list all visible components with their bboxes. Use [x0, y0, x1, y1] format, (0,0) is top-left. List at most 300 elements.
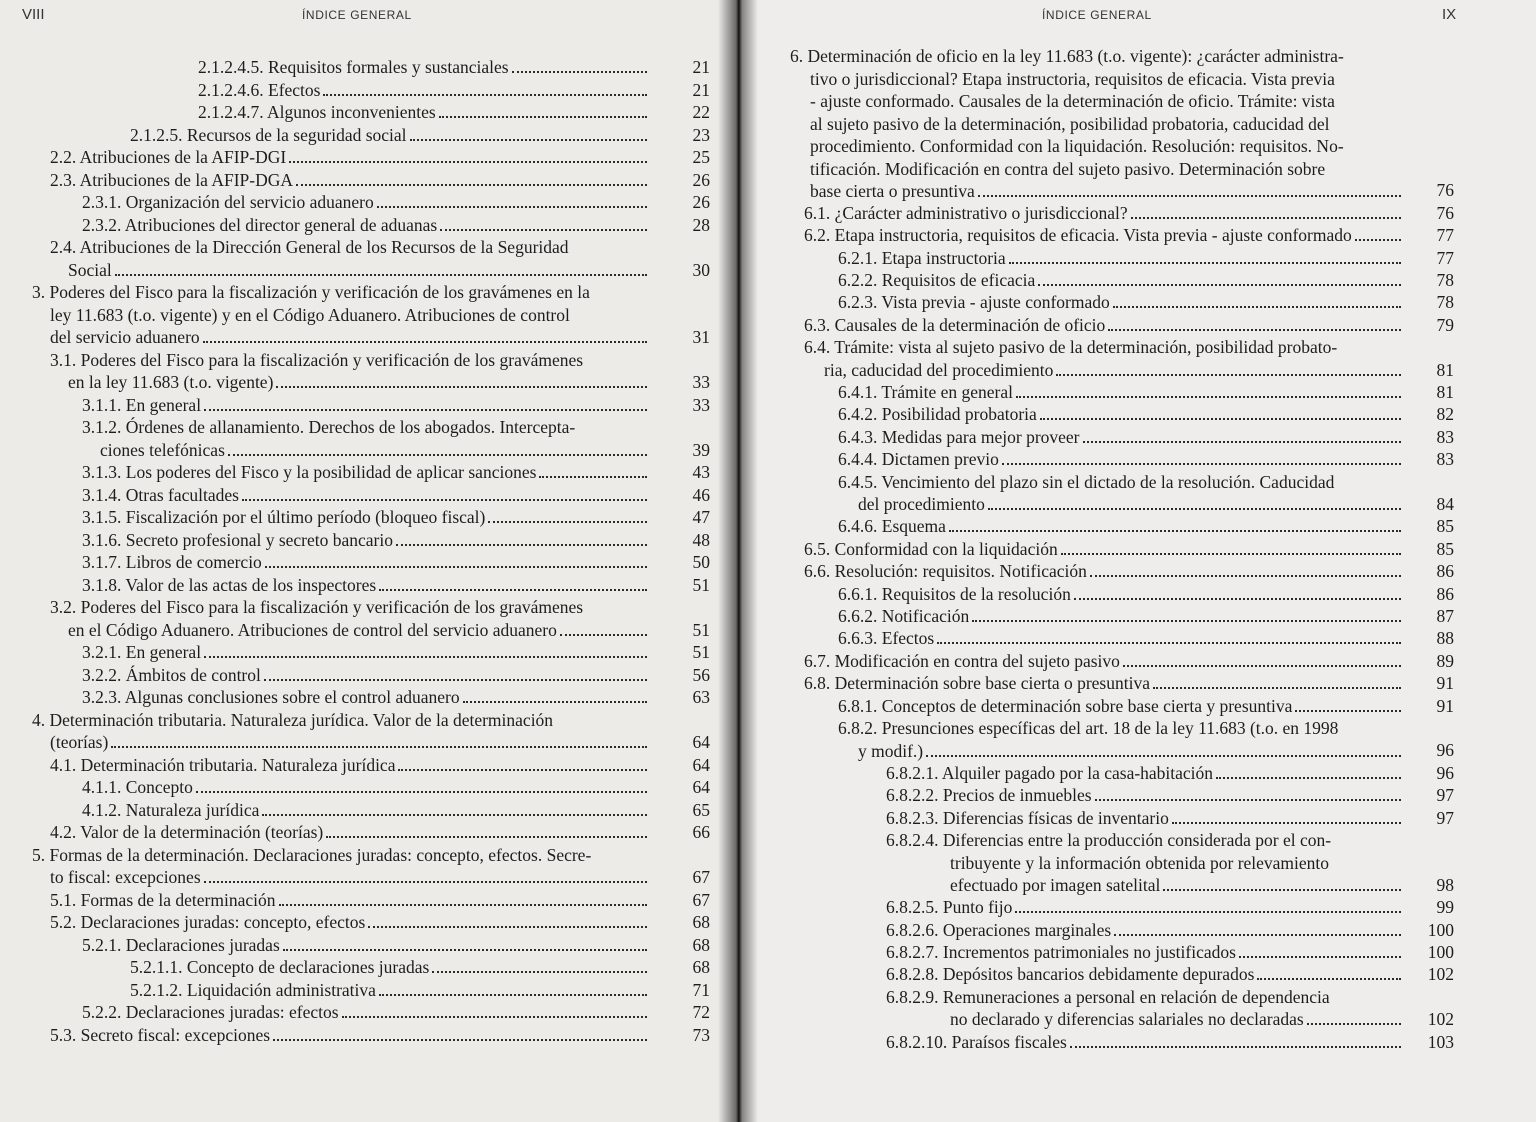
- toc-entry[interactable]: [804, 538, 1404, 561]
- toc-entry-title: tivo o jurisdiccional? Etapa instructoria, requisitos de eficacia. Vista previa: [810, 68, 1335, 89]
- toc-entry[interactable]: [130, 124, 650, 147]
- dot-leader: [1056, 374, 1401, 376]
- toc-entry[interactable]: [82, 551, 650, 574]
- toc-entry-title: procedimiento. Conformidad con la liquidación. Resolución: requisitos. No-: [810, 136, 1344, 156]
- toc-entry-title: 3.1.7. Libros de comercio: [82, 552, 262, 572]
- dot-leader: [439, 116, 647, 118]
- toc-entry-title: del procedimiento: [858, 494, 985, 515]
- dot-leader: [396, 544, 647, 546]
- toc-page-number: 98: [1436, 874, 1454, 895]
- toc-entry-title: 3.1.5. Fiscalización por el último período (bloqueo fiscal): [82, 507, 486, 527]
- toc-entry-title: 6.4.6. Esquema: [838, 516, 946, 537]
- dot-leader: [1002, 463, 1401, 465]
- toc-entry[interactable]: [838, 269, 1404, 292]
- toc-entry-title: 5.2. Declaraciones juradas: concepto, efectos: [50, 912, 366, 932]
- toc-page-number: 81: [1436, 382, 1454, 402]
- toc-entry-title: ciones telefónicas: [100, 439, 225, 460]
- toc-entry-title: 3.2.3. Algunas conclusiones sobre el control aduanero: [82, 687, 460, 707]
- toc-entry-title: 2.1.2.4.7. Algunos inconvenientes: [198, 102, 436, 122]
- toc-entry-title: 6.6. Resolución: requisitos. Notificación: [804, 561, 1087, 582]
- toc-page-number: 47: [692, 507, 710, 527]
- toc-entry[interactable]: [886, 784, 1404, 807]
- dot-leader: [264, 679, 647, 681]
- toc-entry-title: 6. Determinación de oficio en la ley 11.683 (t.o. vigente): ¿carácter administra-: [790, 46, 1344, 66]
- toc-entry[interactable]: [790, 45, 1404, 203]
- toc-page-number: 22: [692, 102, 710, 122]
- toc-entry[interactable]: [838, 471, 1404, 516]
- toc-page-number: 48: [692, 529, 710, 550]
- toc-entry-title: al sujeto pasivo de la determinación, posibilidad probatoria, caducidad del: [810, 113, 1330, 134]
- toc-entry[interactable]: [50, 821, 650, 844]
- toc-entry[interactable]: [838, 381, 1404, 404]
- toc-page-number: 71: [692, 979, 710, 1000]
- toc-entry[interactable]: [804, 650, 1404, 673]
- toc-entry-title: 5.2.1. Declaraciones juradas: [82, 934, 280, 955]
- dot-leader: [1257, 978, 1401, 980]
- toc-page-number: 100: [1427, 919, 1454, 940]
- dot-leader: [463, 701, 647, 703]
- toc-entry[interactable]: [838, 403, 1404, 426]
- toc-page-number: 33: [692, 394, 710, 415]
- toc-page-number: 39: [692, 439, 710, 460]
- toc-entry-title: 5.2.1.1. Concepto de declaraciones juradas: [130, 957, 430, 977]
- toc-page-number: 72: [692, 1002, 710, 1022]
- dot-leader: [1090, 575, 1401, 577]
- toc-page-number: 65: [692, 799, 710, 820]
- toc-entry[interactable]: [838, 605, 1404, 628]
- toc-page-number: 86: [1436, 583, 1454, 604]
- toc-entry[interactable]: [198, 101, 650, 124]
- toc-entry-title: 6.8.2.3. Diferencias físicas de inventario: [886, 807, 1169, 828]
- toc-page-number: 30: [692, 259, 710, 280]
- toc-entry-title: 6.8.2.7. Incrementos patrimoniales no justificados: [886, 942, 1236, 962]
- toc-entry-title: 6.8.2.10. Paraísos fiscales: [886, 1031, 1067, 1052]
- toc-entry-title: 6.5. Conformidad con la liquidación: [804, 538, 1058, 559]
- toc-page-number: 66: [692, 822, 710, 842]
- dot-leader: [926, 755, 1401, 757]
- toc-entry-title: 2.3. Atribuciones de la AFIP-DGA: [50, 169, 294, 190]
- toc-entry-title: 6.4.5. Vencimiento del plazo sin el dictado de la resolución. Caducidad: [838, 471, 1335, 492]
- toc-page-number: 97: [1436, 807, 1454, 828]
- dot-leader: [1040, 418, 1401, 420]
- toc-entry-title: 2.1.2.4.6. Efectos: [198, 79, 321, 100]
- toc-page-number: 64: [692, 754, 710, 775]
- toc-entry[interactable]: [82, 394, 650, 417]
- toc-entry[interactable]: [50, 911, 650, 934]
- toc-entry[interactable]: [130, 956, 650, 979]
- toc-entry[interactable]: [82, 484, 650, 507]
- dot-leader: [488, 521, 647, 523]
- toc-entry-title: 6.6.3. Efectos: [838, 628, 935, 649]
- toc-page-number: 25: [692, 147, 710, 167]
- left-running-head: ÍNDICE GENERAL: [302, 8, 412, 22]
- toc-page-number: 81: [1436, 359, 1454, 380]
- toc-entry[interactable]: [838, 627, 1404, 650]
- toc-entry[interactable]: [32, 844, 650, 889]
- toc-page-number: 68: [692, 957, 710, 977]
- dot-leader: [296, 184, 647, 186]
- toc-entry-title: 6.8.2.6. Operaciones marginales: [886, 919, 1112, 940]
- toc-entry[interactable]: [198, 56, 650, 79]
- toc-entry-title: 6.8.1. Conceptos de determinación sobre base cierta y presuntiva: [838, 695, 1293, 716]
- dot-leader: [273, 1039, 647, 1041]
- toc-entry-title: 2.1.2.4.5. Requisitos formales y sustanciales: [198, 57, 509, 77]
- toc-entry-title: 2.4. Atribuciones de la Dirección General de los Recursos de la Seguridad: [50, 237, 569, 257]
- dot-leader: [228, 454, 647, 456]
- toc-entry[interactable]: [838, 291, 1404, 314]
- dot-leader: [949, 530, 1401, 532]
- toc-entry-title: 5. Formas de la determinación. Declaraciones juradas: concepto, efectos. Secre-: [32, 844, 592, 865]
- toc-page-number: 51: [692, 642, 710, 662]
- dot-leader: [204, 881, 647, 883]
- toc-entry[interactable]: [886, 807, 1404, 830]
- dot-leader: [512, 71, 647, 73]
- dot-leader: [1172, 822, 1401, 824]
- dot-leader: [323, 94, 647, 96]
- toc-page-number: 85: [1436, 516, 1454, 537]
- dot-leader: [1070, 1046, 1401, 1048]
- toc-page-number: 51: [692, 574, 710, 595]
- toc-entry[interactable]: [82, 214, 650, 237]
- dot-leader: [1131, 217, 1401, 219]
- toc-page-number: 51: [692, 619, 710, 640]
- toc-entry-title: 6.7. Modificación en contra del sujeto pasivo: [804, 650, 1120, 671]
- toc-entry[interactable]: [50, 889, 650, 912]
- toc-page-number: 87: [1436, 606, 1454, 626]
- dot-leader: [368, 926, 647, 928]
- toc-entry[interactable]: [838, 717, 1404, 762]
- dot-leader: [1355, 239, 1401, 241]
- dot-leader: [1153, 687, 1401, 689]
- dot-leader: [342, 1016, 647, 1018]
- toc-entry[interactable]: [804, 224, 1404, 247]
- toc-entry[interactable]: [50, 754, 650, 777]
- toc-entry[interactable]: [82, 686, 650, 709]
- toc-entry-title: en la ley 11.683 (t.o. vigente): [68, 372, 274, 392]
- toc-entry[interactable]: [50, 349, 650, 394]
- toc-entry[interactable]: [82, 416, 650, 461]
- toc-entry[interactable]: [50, 236, 650, 281]
- toc-entry[interactable]: [886, 1031, 1404, 1054]
- toc-entry-title: 6.2.1. Etapa instructoria: [838, 247, 1006, 268]
- toc-entry-title: 6.8.2.1. Alquiler pagado por la casa-habitación: [886, 762, 1214, 783]
- toc-entry-title: 6.3. Causales de la determinación de oficio: [804, 314, 1106, 335]
- toc-entry-title: en el Código Aduanero. Atribuciones de control del servicio aduanero: [68, 619, 557, 640]
- toc-entry[interactable]: [32, 709, 650, 754]
- toc-entry[interactable]: [50, 596, 650, 641]
- toc-entry[interactable]: [198, 79, 650, 102]
- toc-entry[interactable]: [838, 515, 1404, 538]
- toc-entry[interactable]: [804, 202, 1404, 225]
- dot-leader: [398, 769, 647, 771]
- toc-entry[interactable]: [82, 1001, 650, 1024]
- toc-page-number: 63: [692, 687, 710, 707]
- toc-entry[interactable]: [50, 146, 650, 169]
- dot-leader: [289, 161, 647, 163]
- toc-page-number: 64: [692, 777, 710, 797]
- toc-entry[interactable]: [82, 191, 650, 214]
- toc-page-number: 68: [692, 912, 710, 932]
- dot-leader: [1163, 889, 1401, 891]
- dot-leader: [379, 994, 647, 996]
- toc-page-number: 99: [1436, 897, 1454, 918]
- toc-entry-title: 3.1. Poderes del Fisco para la fiscalización y verificación de los gravámenes: [50, 349, 584, 370]
- dot-leader: [1108, 329, 1401, 331]
- toc-entry-title: 3.2. Poderes del Fisco para la fiscalización y verificación de los gravámenes: [50, 597, 584, 617]
- dot-leader: [988, 508, 1401, 510]
- toc-page-number: 102: [1427, 1009, 1454, 1030]
- toc-page-number: 96: [1436, 740, 1454, 761]
- toc-page-number: 76: [1436, 202, 1454, 223]
- toc-entry-title: 2.3.2. Atribuciones del director general de aduanas: [82, 214, 438, 235]
- toc-page-number: 43: [692, 462, 710, 482]
- toc-entry[interactable]: [804, 672, 1404, 695]
- toc-entry-title: 6.1. ¿Carácter administrativo o jurisdiccional?: [804, 202, 1128, 223]
- toc-page-number: 23: [692, 124, 710, 145]
- toc-entry[interactable]: [838, 583, 1404, 606]
- dot-leader: [1016, 396, 1401, 398]
- toc-entry-title: to fiscal: excepciones: [50, 867, 201, 887]
- toc-entry[interactable]: [130, 979, 650, 1002]
- toc-entry[interactable]: [82, 934, 650, 957]
- toc-page-number: 46: [692, 484, 710, 505]
- dot-leader: [1307, 1023, 1401, 1025]
- toc-page-number: 84: [1436, 494, 1454, 514]
- toc-entry-title: efectuado por imagen satelital: [950, 875, 1161, 895]
- toc-entry[interactable]: [32, 281, 650, 349]
- right-running-head: ÍNDICE GENERAL: [1042, 8, 1152, 22]
- toc-entry-title: base cierta o presuntiva: [810, 181, 975, 201]
- toc-entry-title: 4.1. Determinación tributaria. Naturaleza jurídica: [50, 754, 396, 775]
- toc-entry-title: 5.3. Secreto fiscal: excepciones: [50, 1024, 271, 1045]
- toc-entry-title: 6.4.1. Trámite en general: [838, 382, 1013, 402]
- toc-page-number: 78: [1436, 270, 1454, 290]
- toc-entry-title: 6.4.3. Medidas para mejor proveer: [838, 426, 1080, 447]
- toc-entry-title: - ajuste conformado. Causales de la determinación de oficio. Trámite: vista: [810, 91, 1335, 111]
- toc-entry[interactable]: [886, 919, 1404, 942]
- left-page: [0, 0, 738, 1122]
- dot-leader: [1114, 934, 1401, 936]
- dot-leader: [978, 195, 1401, 197]
- toc-page-number: 73: [692, 1024, 710, 1045]
- toc-page-number: 83: [1436, 426, 1454, 447]
- toc-page-number: 82: [1436, 404, 1454, 425]
- dot-leader: [440, 229, 647, 231]
- dot-leader: [377, 206, 647, 208]
- toc-entry-title: 6.8.2.2. Precios de inmuebles: [886, 785, 1092, 806]
- toc-entry-title: 3.1.3. Los poderes del Fisco y la posibilidad de aplicar sanciones: [82, 462, 537, 482]
- toc-entry-title: 2.1.2.5. Recursos de la seguridad social: [130, 124, 407, 145]
- toc-page-number: 21: [692, 79, 710, 100]
- dot-leader: [111, 746, 647, 748]
- toc-page-number: 97: [1436, 785, 1454, 806]
- dot-leader: [1113, 306, 1401, 308]
- dot-leader: [432, 971, 647, 973]
- toc-entry-title: 6.8.2.8. Depósitos bancarios debidamente depurados: [886, 964, 1255, 985]
- toc-page-number: 76: [1436, 180, 1454, 201]
- dot-leader: [1123, 665, 1401, 667]
- toc-entry[interactable]: [82, 461, 650, 484]
- left-folio: VIII: [22, 6, 45, 23]
- dot-leader: [115, 274, 647, 276]
- toc-page-number: 102: [1427, 964, 1454, 985]
- dot-leader: [937, 642, 1401, 644]
- toc-entry[interactable]: [82, 664, 650, 687]
- toc-page-number: 83: [1436, 449, 1454, 470]
- dot-leader: [276, 386, 647, 388]
- toc-entry-title: 3.1.6. Secreto profesional y secreto bancario: [82, 529, 393, 550]
- toc-page-number: 77: [1436, 247, 1454, 268]
- toc-page-number: 33: [692, 372, 710, 392]
- toc-entry-title: 6.4.4. Dictamen previo: [838, 449, 999, 470]
- dot-leader: [379, 589, 647, 591]
- toc-entry-title: 3.2.2. Ámbitos de control: [82, 664, 261, 685]
- toc-entry-title: 4.2. Valor de la determinación (teorías): [50, 822, 324, 842]
- toc-page-number: 26: [692, 169, 710, 190]
- dot-leader: [326, 836, 647, 838]
- toc-entry-title: 6.2.3. Vista previa - ajuste conformado: [838, 292, 1110, 313]
- toc-entry-title: (teorías): [50, 732, 109, 752]
- dot-leader: [1095, 799, 1401, 801]
- toc-page-number: 78: [1436, 292, 1454, 313]
- toc-entry[interactable]: [838, 426, 1404, 449]
- toc-entry-title: 4. Determinación tributaria. Naturaleza jurídica. Valor de la determinación: [32, 709, 554, 730]
- toc-page-number: 85: [1436, 538, 1454, 559]
- toc-entry-title: Social: [68, 259, 112, 280]
- toc-entry[interactable]: [82, 574, 650, 597]
- toc-entry-title: no declarado y diferencias salariales no declaradas: [950, 1009, 1304, 1030]
- toc-entry-title: 6.8.2.4. Diferencias entre la producción considerada por el con-: [886, 830, 1332, 850]
- toc-entry[interactable]: [804, 314, 1404, 337]
- dot-leader: [972, 620, 1401, 622]
- toc-entry-title: ley 11.683 (t.o. vigente) y en el Código Aduanero. Atribuciones de control: [50, 304, 570, 325]
- toc-page-number: 21: [692, 57, 710, 77]
- toc-entry-title: 3.2.1. En general: [82, 642, 202, 662]
- right-page: [742, 0, 1536, 1122]
- toc-page-number: 100: [1427, 942, 1454, 962]
- dot-leader: [204, 656, 647, 658]
- dot-leader: [410, 139, 647, 141]
- toc-entry-title: 5.1. Formas de la determinación: [50, 889, 276, 910]
- toc-entry-title: y modif.): [858, 740, 924, 761]
- toc-page-number: 67: [692, 889, 710, 910]
- toc-entry[interactable]: [82, 641, 650, 664]
- toc-page-number: 28: [692, 214, 710, 235]
- toc-entry[interactable]: [886, 896, 1404, 919]
- toc-entry-title: 3.1.4. Otras facultades: [82, 484, 239, 505]
- toc-entry-title: tribuyente y la información obtenida por relevamiento: [950, 852, 1330, 873]
- toc-entry-title: 2.2. Atribuciones de la AFIP-DGI: [50, 147, 287, 167]
- toc-entry[interactable]: [82, 799, 650, 822]
- toc-page-number: 56: [692, 664, 710, 685]
- toc-entry[interactable]: [82, 529, 650, 552]
- toc-entry-title: 6.8.2.5. Punto fijo: [886, 897, 1013, 918]
- toc-entry[interactable]: [804, 560, 1404, 583]
- toc-entry[interactable]: [838, 695, 1404, 718]
- toc-page-number: 77: [1436, 225, 1454, 246]
- toc-entry-title: 6.4. Trámite: vista al sujeto pasivo de la determinación, posibilidad probato-: [804, 337, 1338, 358]
- dot-leader: [279, 904, 648, 906]
- toc-entry[interactable]: [804, 336, 1404, 381]
- dot-leader: [1061, 553, 1401, 555]
- dot-leader: [204, 409, 647, 411]
- toc-entry-title: del servicio aduanero: [50, 327, 200, 347]
- toc-page-number: 91: [1436, 695, 1454, 716]
- dot-leader: [560, 634, 647, 636]
- toc-page-number: 96: [1436, 762, 1454, 783]
- toc-entry[interactable]: [82, 506, 650, 529]
- toc-entry-title: 5.2.1.2. Liquidación administrativa: [130, 979, 376, 1000]
- toc-page-number: 68: [692, 934, 710, 955]
- toc-entry[interactable]: [886, 986, 1404, 1031]
- toc-entry[interactable]: [886, 829, 1404, 897]
- toc-entry-title: 5.2.2. Declaraciones juradas: efectos: [82, 1002, 339, 1022]
- dot-leader: [1038, 284, 1401, 286]
- toc-entry-title: 6.6.1. Requisitos de la resolución: [838, 583, 1071, 604]
- toc-page-number: 88: [1436, 628, 1454, 649]
- toc-page-number: 103: [1427, 1031, 1454, 1052]
- dot-leader: [1239, 956, 1401, 958]
- dot-leader: [242, 499, 647, 501]
- toc-entry-title: 2.3.1. Organización del servicio aduanero: [82, 192, 374, 212]
- toc-entry-title: 3.1.8. Valor de las actas de los inspectores: [82, 574, 377, 595]
- toc-entry-title: 6.2. Etapa instructoria, requisitos de eficacia. Vista previa - ajuste conformado: [804, 225, 1352, 246]
- toc-entry-title: ria, caducidad del procedimiento: [824, 359, 1054, 380]
- dot-leader: [1295, 710, 1401, 712]
- toc-entry[interactable]: [82, 776, 650, 799]
- toc-entry-title: 6.8.2. Presunciones específicas del art. 18 de la ley 11.683 (t.o. en 1998: [838, 718, 1339, 738]
- toc-entry[interactable]: [50, 169, 650, 192]
- toc-entry[interactable]: [886, 941, 1404, 964]
- dot-leader: [265, 566, 647, 568]
- toc-page-number: 31: [692, 327, 710, 347]
- toc-page-number: 67: [692, 867, 710, 887]
- dot-leader: [1009, 262, 1401, 264]
- dot-leader: [1015, 911, 1401, 913]
- dot-leader: [203, 341, 647, 343]
- toc-entry[interactable]: [886, 963, 1404, 986]
- dot-leader: [1074, 598, 1401, 600]
- dot-leader: [1216, 777, 1401, 779]
- toc-page-number: 64: [692, 732, 710, 752]
- toc-page-number: 86: [1436, 561, 1454, 582]
- right-folio: IX: [1442, 6, 1457, 23]
- toc-entry[interactable]: [886, 762, 1404, 785]
- toc-entry-title: 3.1.2. Órdenes de allanamiento. Derechos de los abogados. Intercepta-: [82, 417, 576, 437]
- toc-entry-title: 6.4.2. Posibilidad probatoria: [838, 404, 1037, 425]
- toc-entry[interactable]: [838, 448, 1404, 471]
- toc-entry-title: 3.1.1. En general: [82, 394, 202, 415]
- dot-leader: [539, 476, 647, 478]
- dot-leader: [1083, 441, 1401, 443]
- toc-page-number: 79: [1436, 314, 1454, 335]
- toc-entry-title: 6.8. Determinación sobre base cierta o presuntiva: [804, 673, 1150, 694]
- dot-leader: [196, 791, 647, 793]
- dot-leader: [262, 814, 647, 816]
- toc-entry-title: 4.1.2. Naturaleza jurídica: [82, 799, 260, 820]
- toc-page-number: 89: [1436, 650, 1454, 671]
- toc-page-number: 91: [1436, 673, 1454, 694]
- toc-page-number: 50: [692, 552, 710, 572]
- toc-entry[interactable]: [838, 247, 1404, 270]
- toc-entry-title: 4.1.1. Concepto: [82, 777, 193, 797]
- toc-page-number: 26: [692, 192, 710, 212]
- toc-entry-title: 3. Poderes del Fisco para la fiscalización y verificación de los gravámenes en la: [32, 282, 590, 302]
- toc-entry-title: tificación. Modificación en contra del sujeto pasivo. Determinación sobre: [810, 158, 1326, 179]
- toc-entry-title: 6.2.2. Requisitos de eficacia: [838, 270, 1036, 290]
- toc-entry[interactable]: [50, 1024, 650, 1047]
- dot-leader: [283, 949, 647, 951]
